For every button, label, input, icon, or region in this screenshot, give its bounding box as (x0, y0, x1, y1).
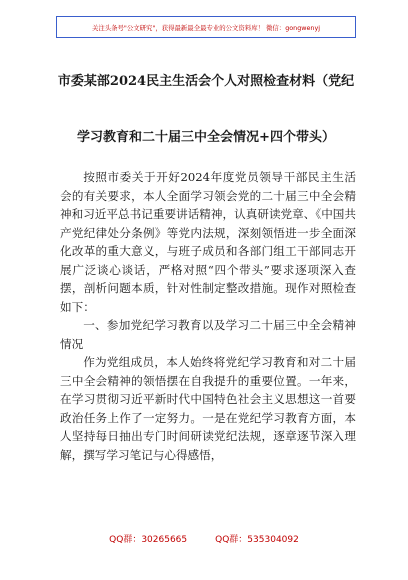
header-notice-text: 关注头条号"公文研究"，获得最新最全最专业的公文资料库！ 微信：gongwenyj (91, 23, 321, 32)
body-paragraph-intro: 按照市委关于开好2024年度党员领导干部民主生活会的有关要求，本人全面学习领会党的二十届三中全会精神和习近平总书记重要讲话精神，认真研读党章、《中国共产党纪律处分条例》等党内法规，深刻领悟进一步全面深化改革的重大意义，与班子成员和各部门组工干部同志开展广泛谈心谈话，严格对照“四个带头”要求逐项深入查摆，剖析问题本质，针对性制定整改措施。现作对照检查如下： (60, 170, 356, 314)
document-title-line-2: 学习教育和二十届三中全会情况+四个带头） (77, 130, 335, 145)
section-heading-1: 一、参加党纪学习教育以及学习二十届三中全会精神情况 (60, 318, 356, 351)
document-title-line-1: 市委某部2024民主生活会个人对照检查材料（党纪 (57, 74, 355, 89)
header-notice-box (56, 16, 356, 38)
footer-qq-group-1: QQ群：30265665 (109, 535, 188, 545)
footer-contacts (0, 532, 408, 545)
body-paragraph-section-1: 作为党组成员，本人始终将党纪学习教育和对二十届三中全会精神的领悟摆在自我提升的重要位置。一年来，在学习贯彻习近平新时代中国特色社会主义思想这一首要政治任务上作了一定努力。一是在党纪学习教育方面，本人坚持每日抽出专门时间研读党纪法规，逐章逐节深入理解，撰写学习笔记与心得感悟， (60, 355, 356, 462)
document-body (60, 168, 356, 464)
footer-qq-group-2: QQ群：535304092 (215, 535, 299, 545)
